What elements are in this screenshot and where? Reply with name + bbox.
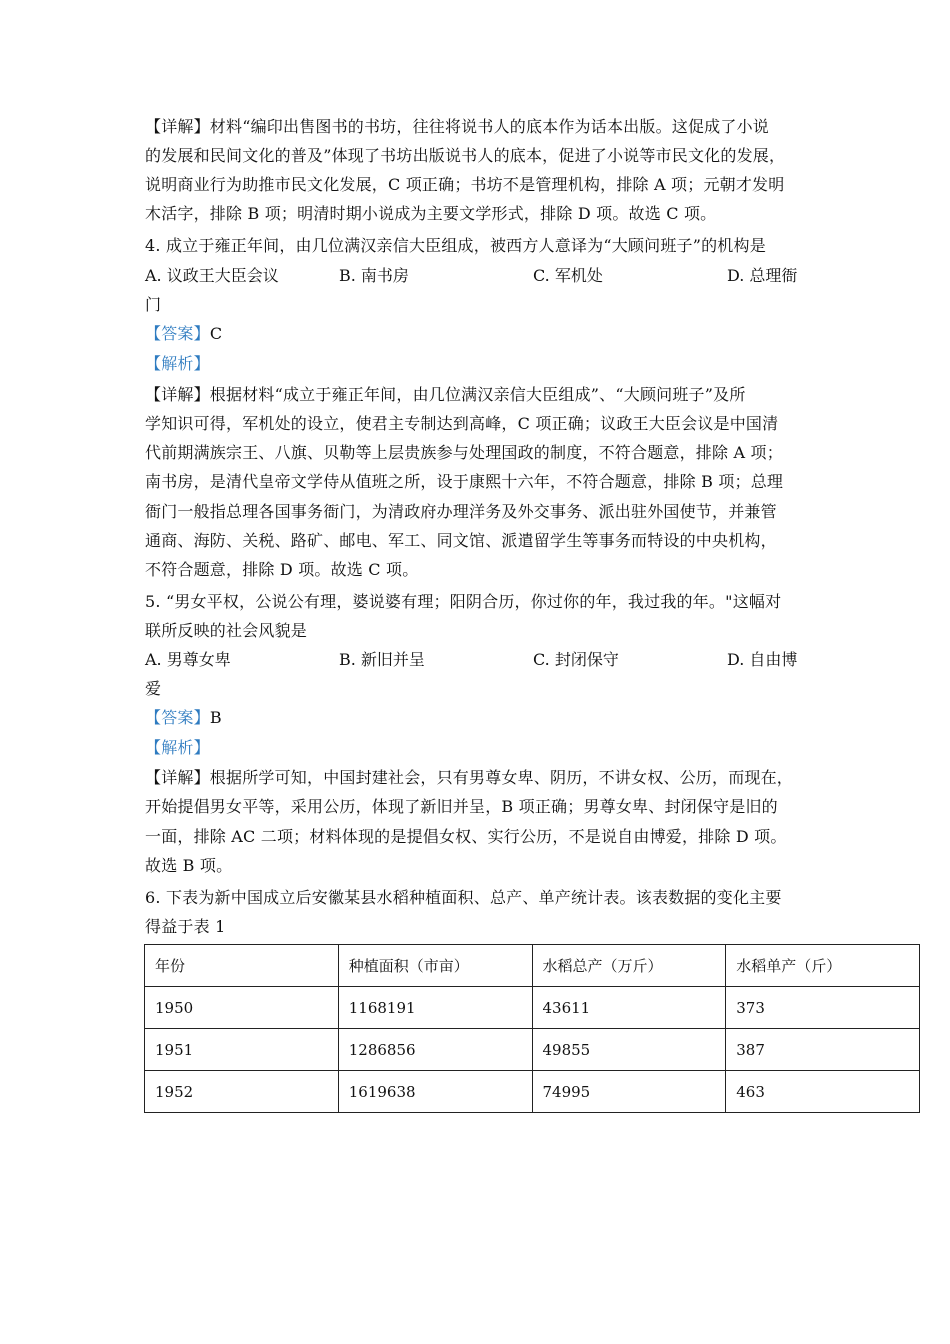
answer-value: C [209,324,223,343]
q5-option-a: A. 男尊女卑 [145,650,231,669]
answer-label: 【答案】 [145,324,210,343]
q6-question-line-1: 6. 下表为新中国成立后安徽某县水稻种植面积、总产、单产统计表。该表数据的变化主要 [145,888,782,907]
table-cell: 373 [726,987,920,1029]
table-cell: 1168191 [338,987,532,1029]
q5-detail-line-3: 一面，排除 AC 二项；材料体现的是提倡女权、实行公历，不是说自由博爱，排除 D 项。 [145,827,787,846]
q4-option-a: A. 议政王大臣会议 [145,266,279,285]
table-row [145,1029,920,1071]
q4-option-wrap: 门 [145,295,162,314]
table-cell: 463 [726,1071,920,1113]
table-header-cell: 年份 [145,945,339,987]
table-cell: 1951 [145,1029,339,1071]
answer-label: 【答案】 [145,708,210,727]
q5-option-d: D. 自由博 [727,650,798,669]
table-cell: 74995 [532,1071,726,1113]
q4-detail-line-3: 代前期满族宗王、八旗、贝勒等上层贵族参与处理国政的制度，不符合题意，排除 A 项； [145,443,783,462]
q5-option-c: C. 封闭保守 [533,650,619,669]
q5-option-b: B. 新旧并呈 [339,650,425,669]
table-header-cell: 种植面积（市亩） [338,945,532,987]
q4-detail-line-4: 南书房，是清代皇帝文学侍从值班之所，设于康熙十六年，不符合题意，排除 B 项；总理 [145,472,784,491]
answer-value: B [209,708,222,727]
q4-option-c: C. 军机处 [533,266,603,285]
q5-detail-line-2: 开始提倡男女平等，采用公历，体现了新旧并呈，B 项正确；男尊女卑、封闭保守是旧的 [145,797,778,816]
table-row [145,987,920,1029]
q5-analysis-label: 【解析】 [145,738,210,757]
q4-detail-line-6: 通商、海防、关税、路矿、邮电、军工、同文馆、派遣留学生等事务而特设的中央机构， [145,531,777,550]
q5-answer [145,708,222,728]
table-header-row [145,945,920,987]
rice-statistics-table [144,944,920,1113]
table-cell: 1286856 [338,1029,532,1071]
q4-option-b: B. 南书房 [339,266,409,285]
q4-detail-line-5: 衙门一般指总理各国事务衙门，为清政府办理洋务及外交事务、派出驻外国使节，并兼管 [145,502,777,521]
q4-detail-line-2: 学知识可得，军机处的设立，使君主专制达到高峰，C 项正确；议政王大臣会议是中国清 [145,414,779,433]
q3-detail-line-2: 的发展和民间文化的普及”体现了书坊出版说书人的底本，促进了小说等市民文化的发展， [145,146,786,165]
q6-question-line-2: 得益于表 1 [145,917,226,936]
q4-detail-line-1: 【详解】根据材料“成立于雍正年间，由几位满汉亲信大臣组成”、“大顾问班子”及所 [145,385,746,404]
q4-answer [145,324,222,344]
table-cell: 1619638 [338,1071,532,1113]
table-cell: 1950 [145,987,339,1029]
q5-detail-line-4: 故选 B 项。 [145,856,233,875]
table-cell: 387 [726,1029,920,1071]
table-header-cell: 水稻单产（斤） [726,945,920,987]
q4-option-d: D. 总理衙 [727,266,798,285]
table-cell: 1952 [145,1071,339,1113]
q4-analysis-label: 【解析】 [145,354,210,373]
table-header-cell: 水稻总产（万斤） [532,945,726,987]
table-cell: 43611 [532,987,726,1029]
q5-question-line-1: 5. “男女平权，公说公有理，婆说婆有理；阳阴合历，你过你的年，我过我的年。"这幅对 [145,592,782,611]
q5-detail-line-1: 【详解】根据所学可知，中国封建社会，只有男尊女卑、阴历，不讲女权、公历，而现在， [145,768,794,787]
q5-question-line-2: 联所反映的社会风貌是 [145,621,308,640]
q3-detail-line-3: 说明商业行为助推市民文化发展，C 项正确；书坊不是管理机构，排除 A 项；元朝才发明 [145,175,785,194]
q5-option-wrap: 爱 [145,679,162,698]
q3-detail-line-1: 【详解】材料“编印出售图书的书坊，往往将说书人的底本作为话本出版。这促成了小说 [145,117,769,136]
q4-question: 4. 成立于雍正年间，由几位满汉亲信大臣组成，被西方人意译为“大顾问班子”的机构是 [145,236,766,255]
q4-detail-line-7: 不符合题意，排除 D 项。故选 C 项。 [145,560,419,579]
table-cell: 49855 [532,1029,726,1071]
table-row [145,1071,920,1113]
q3-detail-line-4: 木活字，排除 B 项；明清时期小说成为主要文学形式，排除 D 项。故选 C 项。 [145,204,717,223]
